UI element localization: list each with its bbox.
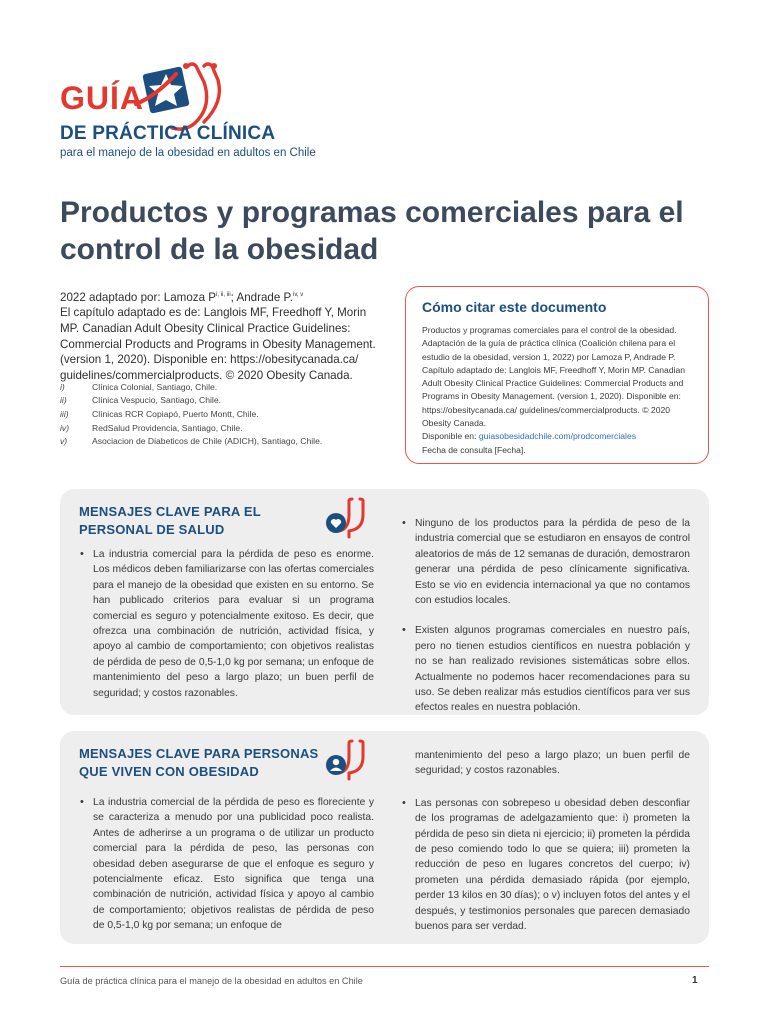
people-bullet-1: • La industria comercial de la pérdida de peso es floreciente y se caracteriza a menudo por una publicidad poco realista. Antes de adherirse a un programa o de utilizar un producto comercial para la pérdida de peso, las personas con obesidad deben asegurarse de que el enfoque es seguro y potencialmente eficaz. Esto significa que tenga una combinación de nutrición, actividad física y apoyo al cambio de comportamiento; objetivos realistas de pérdida de peso de 0,5-1,0 kg por semana; un enfoque de xyxy=(78,795,374,934)
citation-available-label: Disponible en: xyxy=(422,431,479,442)
key-messages-people-panel xyxy=(60,731,709,944)
citation-link[interactable]: guiasobesidadchile.com/prodcomerciales xyxy=(478,431,637,442)
affiliation-item: iv) RedSalud Providencia, Santiago, Chile. xyxy=(60,422,243,433)
health-bullet-2: • Ninguno de los productos para la pérdida de peso de la industria comercial que se estudiaron en ensayos de control aleatorios de más de 12 semanas de duración, demostraron generar una pérdida de peso clínicamente significativa. Esto se vio en evidencia internacional ya que no contamos con estudios locales. xyxy=(400,516,690,608)
health-right-column xyxy=(400,516,690,716)
affiliation-item: ii) Clínica Vespucio, Santiago, Chile. xyxy=(60,395,221,406)
stethoscope-person-icon xyxy=(323,739,375,787)
footer-divider xyxy=(60,966,709,967)
guide-logo xyxy=(60,60,360,170)
citation-body: Productos y programas comerciales para el control de la obesidad. Adaptación de la guía de práctica clínica (Coalición chilena para el estudio de la obesidad, version 1, 2022) por Lamoza P, Andrade P. Capítulo adaptado de: Langlois MF, Freedhoff Y, Morin MP. Canadian Adult Obesity Clinical Practice Guidelines: Commercial Products and Programs in Obesity Management. (version 1, 2020). Disponible en: https://obesitycanada.ca/ guidelines/commercialproducts. © 2020 Obesity Canada. xyxy=(422,325,686,429)
page-title: Productos y programas comerciales para el control de la obesidad xyxy=(60,196,684,266)
page-number: 1 xyxy=(692,975,698,986)
authors-line1-pre: 2022 adaptado por: Lamoza P xyxy=(60,290,216,304)
authors-sup1: i, ii, iii xyxy=(216,292,231,298)
footer-text: Guía de práctica clínica para el manejo de la obesidad en adultos en Chile xyxy=(60,976,363,986)
affiliation-item: v) Asociacion de Diabeticos de Chile (ADICH), Santiago, Chile. xyxy=(60,436,323,447)
stethoscope-heart-icon xyxy=(323,497,375,545)
people-bullet-2: • Las personas con sobrepeso u obesidad deben desconfiar de los programas de adelgazamiento que: i) prometen la pérdida de peso sin dieta ni ejercicio; ii) prometen la pérdida de peso comiendo todo lo que se quiera; iii) prometen la reducción de peso en lugares concretos del cuerpo; iv) prometen una pérdida demasiado rápida (por ejemplo, perder 13 kilos en 30 días); o v) incluyen fotos del antes y el después, y testimonios personales que parecen demasiado buenos para ser verdad. xyxy=(400,796,690,935)
key-messages-health-panel xyxy=(60,489,709,715)
logo-line2: DE PRÁCTICA CLÍNICA xyxy=(60,123,276,144)
people-left-column xyxy=(78,795,374,934)
health-left-column xyxy=(78,547,374,701)
health-bullet-3: • Existen algunos programas comerciales en nuestro país, pero no tienen estudios científicos en nuestra población y no se han realizado revisiones sistemáticas sobre ellos. Actualmente no podemos hacer recomendaciones para su uso. Se deben realizar más estudios científicos para ver sus efectos reales en nuestra población. xyxy=(400,623,690,715)
citation-heading: Cómo citar este documento xyxy=(422,299,607,315)
logo-word: GUÍA xyxy=(60,80,144,116)
people-bullet-1-continuation: mantenimiento del peso a largo plazo; un buen perfil de seguridad; y costos razonables. xyxy=(415,750,690,777)
affiliation-item: i) Clínica Colonial, Santiago, Chile. xyxy=(60,381,218,392)
panel-heading: MENSAJES CLAVE PARA PERSONAS QUE VIVEN CON OBESIDAD xyxy=(79,746,319,779)
authors-block xyxy=(60,288,380,383)
affiliations-list xyxy=(60,380,380,448)
people-right-column xyxy=(400,748,690,934)
authors-sup2: iv, v xyxy=(293,292,304,298)
authors-rest: El capítulo adaptado es de: Langlois MF, Freedhoff Y, Morin MP. Canadian Adult Obesity Clinical Practice Guidelines: Commercial Products and Programs in Obesity Management. (version 1, 2020). Disponible en: https://obesitycanada.ca/ guidelines/commercialproducts. © 2020 Obesity Canada. xyxy=(60,306,376,382)
affiliation-item: iii) Clínicas RCR Copiapó, Puerto Montt, Chile. xyxy=(60,408,259,419)
authors-line1-mid: ; Andrade P. xyxy=(230,290,293,304)
citation-box xyxy=(405,286,709,464)
panel-heading: MENSAJES CLAVE PARA EL PERSONAL DE SALUD xyxy=(79,504,261,537)
logo-subtitle: para el manejo de la obesidad en adultos en Chile xyxy=(60,147,316,159)
citation-available xyxy=(422,430,694,443)
health-bullet-1: • La industria comercial para la pérdida de peso es enorme. Los médicos deben familiarizarse con las ofertas comerciales para el manejo de la obesidad que existen en su entorno. Se han publicado criterios para evaluar si un programa comercial es seguro y potencialmente exitoso. Es decir, que ofrezca una combinación de nutrición, actividad física, y apoyo al cambio de comportamiento; con objetivos realistas de pérdida de peso de 0,5-1,0 kg por semana; un enfoque de mantenimiento del peso a largo plazo; un buen perfil de seguridad; y costos razonables. xyxy=(78,547,374,701)
citation-date: Fecha de consulta [Fecha]. xyxy=(422,444,526,455)
